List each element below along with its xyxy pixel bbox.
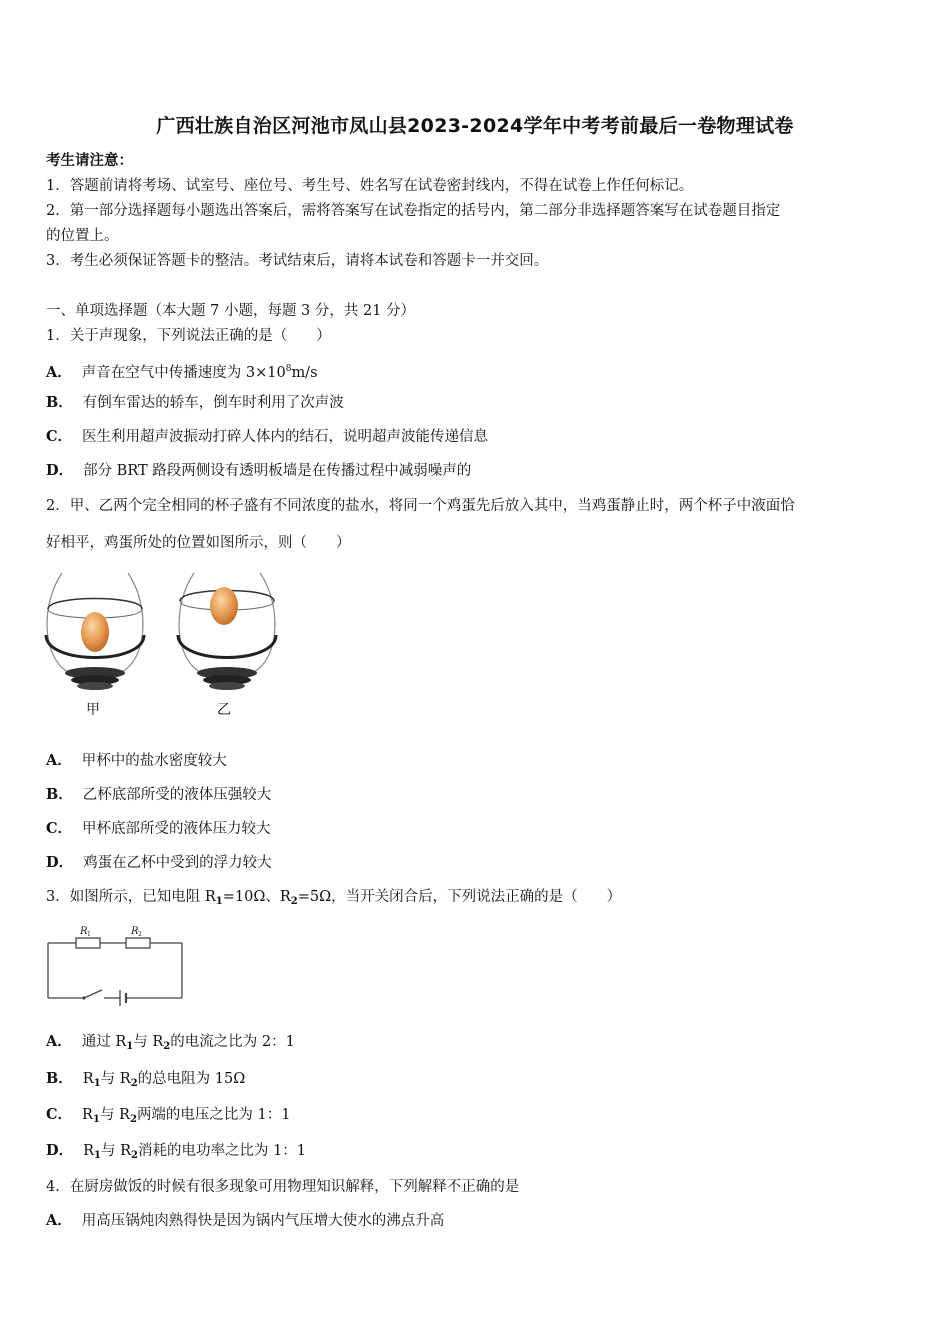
circuit-diagram [40,920,190,1006]
q3-d-sub: 1 [94,1150,101,1161]
q1-c-text: 医生利用超声波振动打碎人体内的结石，说明超声波能传递信息 [82,429,489,445]
page-title: 广西壮族自治区河池市凤山县2023-2024学年中考考前最后一卷物理试卷 [156,115,794,137]
q1-a-sup: 8 [285,364,292,374]
option-label: B． [46,394,73,411]
q2-option-c [46,819,271,839]
q2-option-d [46,853,272,873]
egg-icon [210,587,238,625]
q3-d-part: 与 R [100,1143,131,1159]
option-label: A． [46,752,72,769]
q3-c-sub: 1 [92,1114,100,1125]
q3-option-c [46,1105,291,1130]
option-label: C． [46,820,73,837]
q3-c-part: 两端的电压之比为 1：1 [136,1107,291,1123]
option-label: D． [46,1142,74,1159]
notice-item-2-cont: 的位置上。 [46,228,119,244]
q3-option-d [46,1141,306,1166]
section-heading: 一、单项选择题（本大题 7 小题，每题 3 分，共 21 分） [46,303,416,319]
q3-c-part: R [82,1107,93,1123]
option-label: A． [46,1212,72,1229]
option-label: C． [46,1106,73,1123]
q3-c-part: 与 R [99,1107,130,1123]
r2-sub: 2 [138,931,142,938]
q3-a-sub: 2 [163,1041,171,1052]
egg-icon [81,612,109,652]
egg-cups-figure [40,565,280,695]
q3-stem [46,887,621,912]
q1-b-text: 有倒车雷达的轿车，倒车时利用了次声波 [82,395,344,411]
q3-stem-part: =5Ω，当开关闭合后，下列说法正确的是（ ） [297,889,622,905]
q2-option-a [46,751,227,771]
option-label: A． [46,1033,72,1050]
q1-d-text: 部分 BRT 路段两侧设有透明板墙是在传播过程中减弱噪声的 [83,463,472,479]
q1-option-d [46,461,471,481]
q4-option-a [46,1211,444,1231]
notice-item-1: 1．答题前请将考场、试室号、座位号、考生号、姓名写在试卷密封线内，不得在试卷上作任何标记。 [46,178,694,194]
option-label: A． [46,364,72,381]
q1-a-unit: m/s [291,365,318,381]
q3-d-part: 消耗的电功率之比为 1：1 [137,1143,307,1159]
notice-heading: 考生请注意： [46,152,133,169]
q3-option-b [46,1069,245,1094]
q2-stem-line2: 好相平，鸡蛋所处的位置如图所示，则（ ） [46,535,351,551]
q1-stem: 1．关于声现象，下列说法正确的是（ ） [46,328,331,344]
q4-stem: 4．在厨房做饭的时候有很多现象可用物理知识解释，下列解释不正确的是 [46,1179,520,1195]
option-label: B． [46,786,73,803]
q3-stem-sub: 1 [215,896,223,907]
q3-stem-part: 3．如图所示，已知电阻 R [46,889,216,905]
notice-item-3: 3．考生必须保证答题卡的整洁。考试结束后，请将本试卷和答题卡一并交回。 [46,253,549,269]
q3-a-sub: 1 [126,1041,134,1052]
figure-label-jia: 甲 [86,702,100,718]
option-label: D． [46,854,74,871]
q3-a-part: 通过 R [81,1034,127,1050]
q2-c-text: 甲杯底部所受的液体压力较大 [82,821,271,837]
q2-b-text: 乙杯底部所受的液体压强较大 [82,787,272,803]
r2-label: R [131,926,139,937]
option-label: C． [46,428,73,445]
q2-a-text: 甲杯中的盐水密度较大 [81,753,227,769]
q1-option-a [46,359,318,383]
q3-b-sub: 2 [130,1078,138,1089]
q3-b-part: 的总电阻为 15Ω [137,1071,246,1087]
r1-label: R [80,926,88,937]
q3-stem-sub: 2 [290,896,298,907]
q1-a-text: 声音在空气中传播速度为 3×10 [81,365,286,381]
q3-a-part: 的电流之比为 2：1 [170,1034,295,1050]
switch-icon [82,996,85,999]
option-label: B． [46,1070,73,1087]
q3-option-a [46,1032,295,1057]
q1-option-b [46,393,344,413]
figure-label-yi: 乙 [217,702,231,718]
q3-b-part: 与 R [100,1071,131,1087]
q3-stem-part: =10Ω、R [222,889,291,905]
q3-b-sub: 1 [93,1078,101,1089]
q3-d-sub: 2 [131,1150,138,1161]
option-label: D． [46,462,74,479]
notice-item-2: 2．第一部分选择题每小题选出答案后，需将答案写在试卷指定的括号内，第二部分非选择题答案写在试卷题目指定 [46,203,781,219]
q3-a-part: 与 R [133,1034,164,1050]
cup-yi [178,573,276,690]
q3-b-part: R [82,1071,94,1087]
cup-jia [46,573,144,690]
q4-a-text: 用高压锅炖肉熟得快是因为锅内气压增大使水的沸点升高 [81,1213,445,1229]
q2-option-b [46,785,271,805]
q2-stem-line1: 2．甲、乙两个完全相同的杯子盛有不同浓度的盐水，将同一个鸡蛋先后放入其中，当鸡蛋静止时，两个杯子中液面恰 [46,498,795,514]
q2-d-text: 鸡蛋在乙杯中受到的浮力较大 [83,855,272,871]
q1-option-c [46,427,488,447]
q3-c-sub: 2 [129,1114,137,1125]
r1-sub: 1 [87,931,91,938]
q3-d-part: R [83,1143,94,1159]
